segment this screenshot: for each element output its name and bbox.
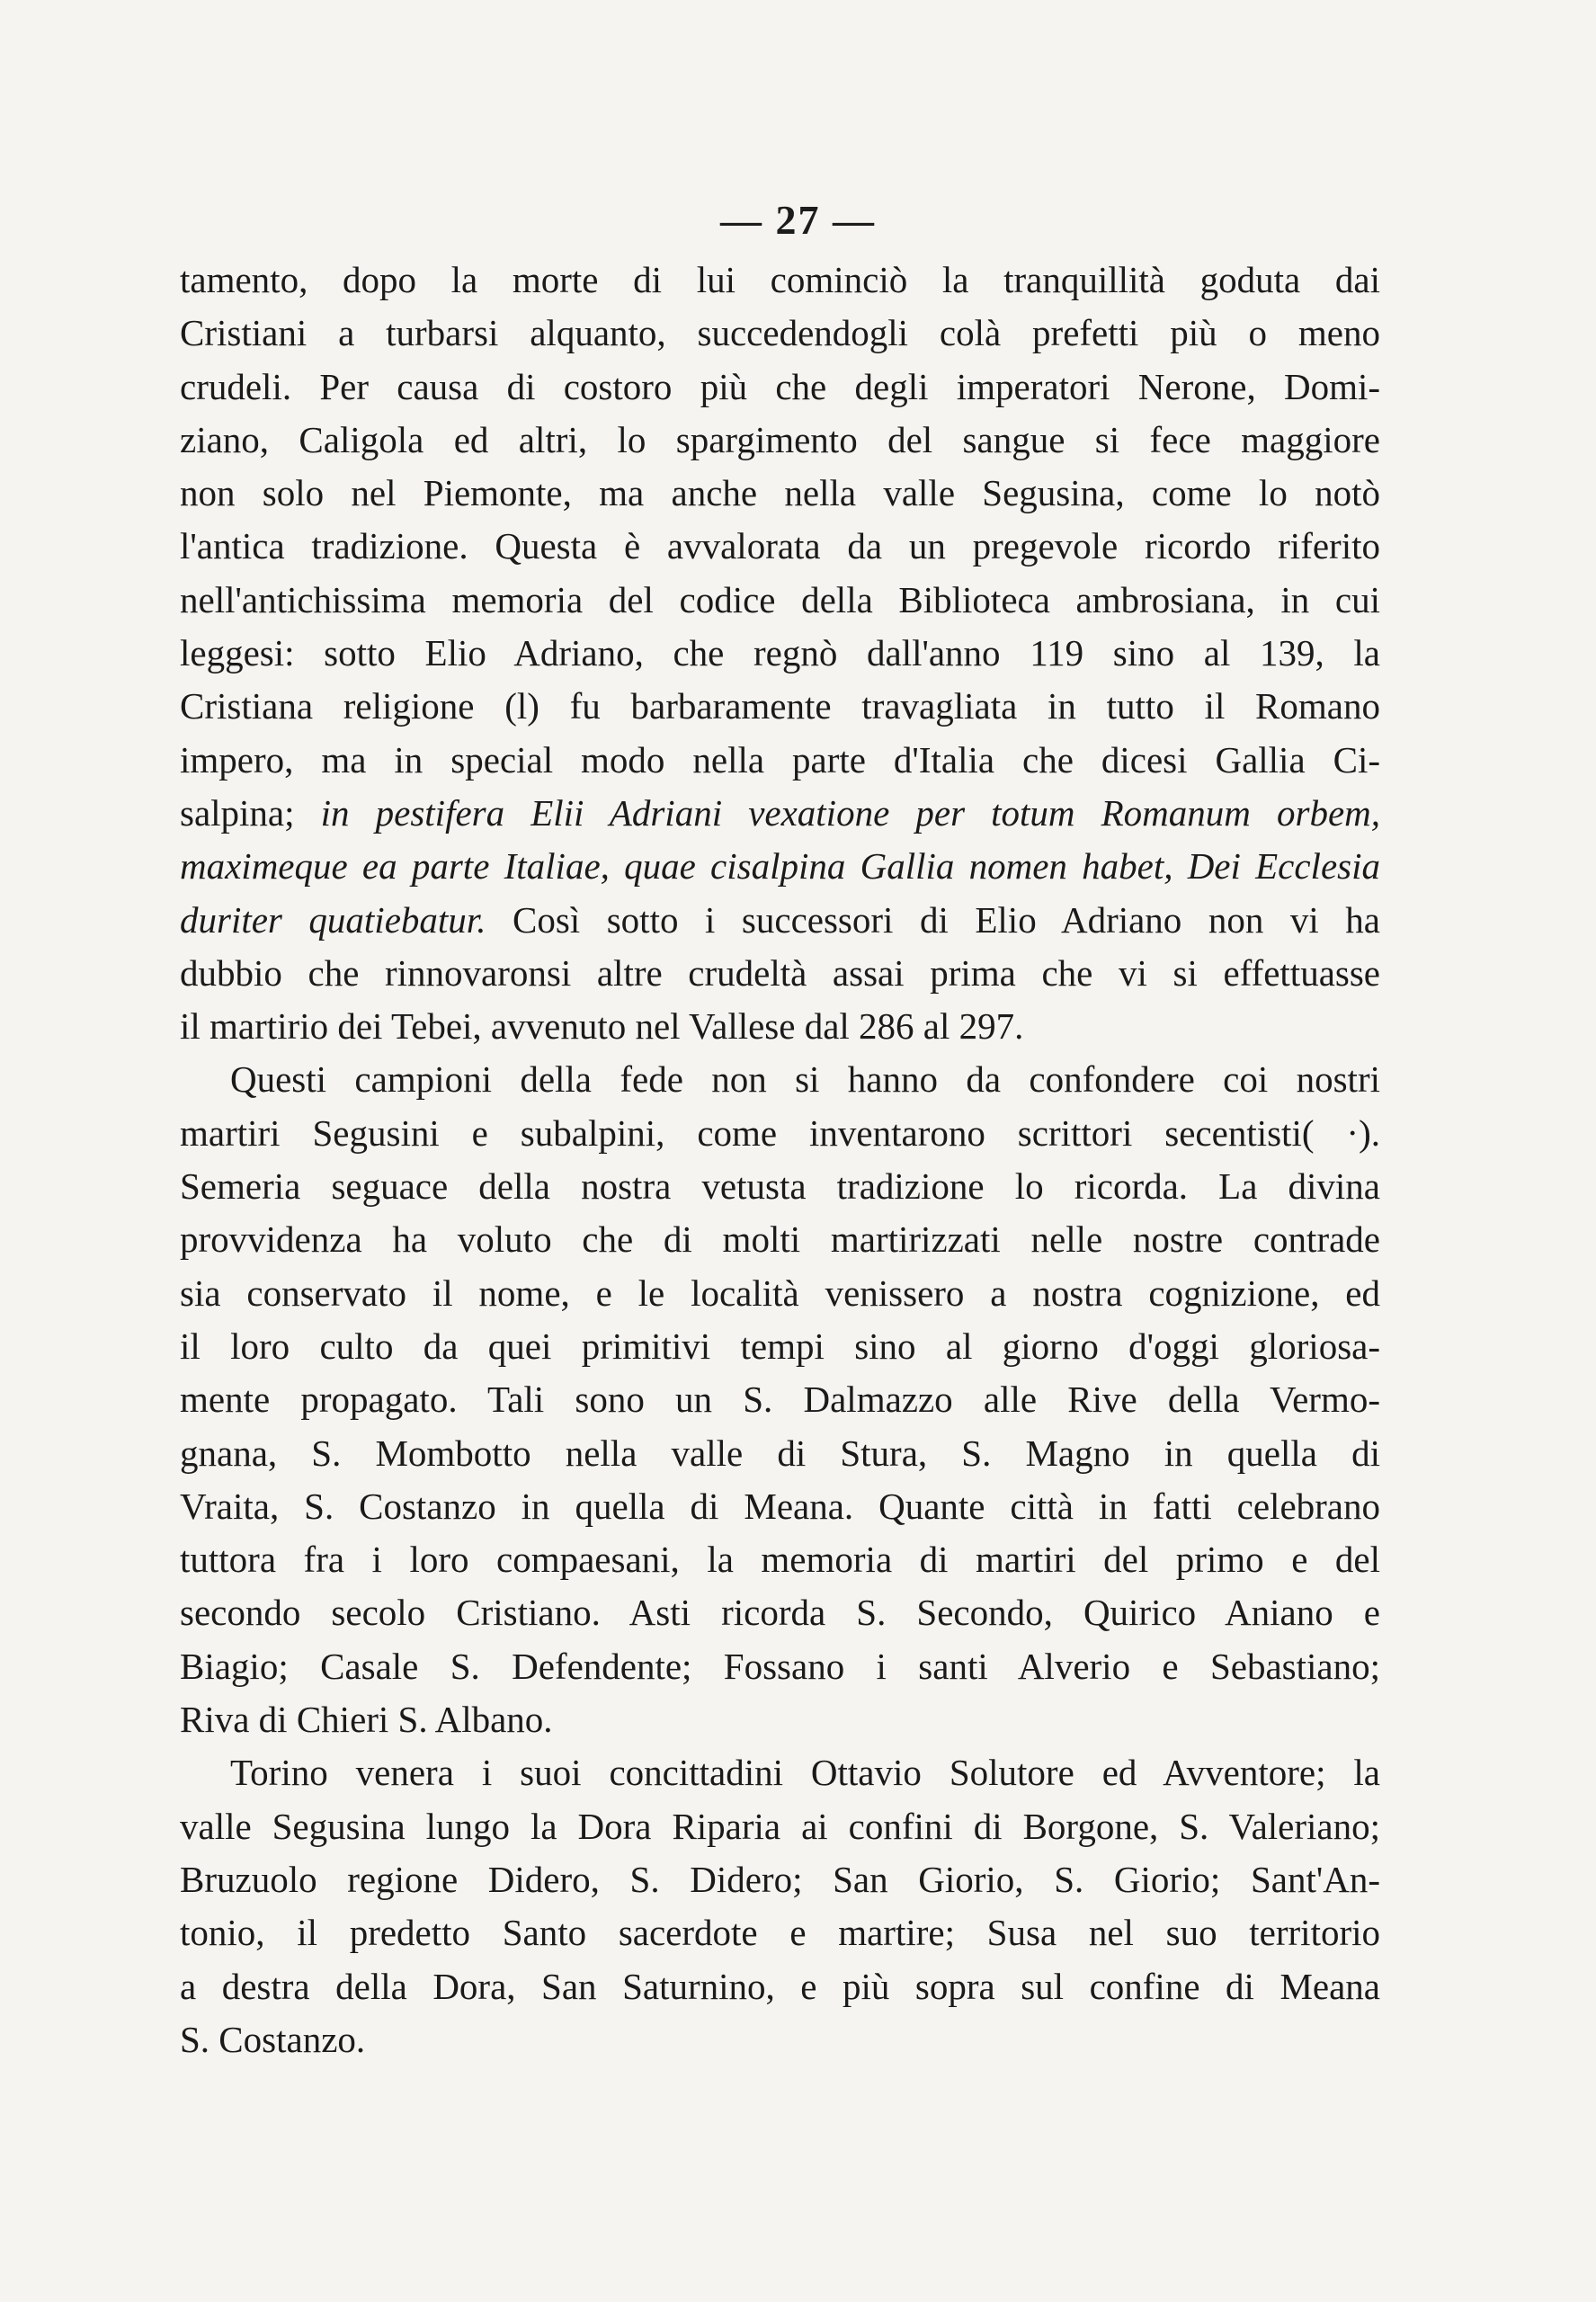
text-span: nell'antichissima memoria del codice della Biblioteca ambrosiana, in cui: [180, 578, 1380, 620]
text-span: S. Costanzo.: [180, 2018, 366, 2060]
text-line: [180, 947, 1380, 1000]
text-span: ziano, Caligola ed altri, lo spargimento del sangue si fece maggiore: [180, 418, 1380, 460]
text-line: [180, 1480, 1380, 1533]
text-span: sia conservato il nome, e le località venissero a nostra cognizione, ed: [180, 1271, 1380, 1314]
body-text: [180, 254, 1380, 2066]
page-number: — 27 —: [720, 197, 876, 243]
text-line: [180, 1960, 1380, 2013]
text-span: valle Segusina lungo la Dora Riparia ai confini di Borgone, S. Valeriano;: [180, 1805, 1380, 1847]
text-span: salpina;: [180, 791, 321, 834]
text-line: [180, 1320, 1380, 1373]
text-span: il martirio dei Tebei, avvenuto nel Vallese dal 286 al 297.: [180, 1005, 1024, 1048]
text-span: dubbio che rinnovaronsi altre crudeltà assai prima che vi si effettuasse: [180, 951, 1380, 994]
text-line: [180, 1640, 1380, 1693]
text-span: Bruzuolo regione Didero, S. Didero; San Giorio, S. Giorio; Sant'An-: [180, 1858, 1380, 1900]
text-span: Riva di Chieri S. Albano.: [180, 1699, 553, 1741]
text-span: crudeli. Per causa di costoro più che degli imperatori Nerone, Domi-: [180, 365, 1380, 407]
text-line: [180, 1053, 1380, 1106]
text-span: tonio, il predetto Santo sacerdote e martire; Susa nel suo territorio: [180, 1912, 1380, 1954]
text-span: Così sotto i successori di Elio Adriano non vi ha: [486, 898, 1380, 941]
text-span: Questi campioni della fede non si hanno da confondere coi nostri: [230, 1058, 1380, 1101]
text-line: [180, 787, 1380, 840]
text-span: Torino venera i suoi concittadini Ottavio Solutore ed Avventore; la: [230, 1752, 1380, 1794]
text-span: impero, ma in special modo nella parte d'Italia che dicesi Gallia Ci-: [180, 738, 1380, 781]
text-span: leggesi: sotto Elio Adriano, che regnò dall'anno 119 sino al 139, la: [180, 632, 1380, 674]
text-span: gnana, S. Mombotto nella valle di Stura, S. Magno in quella di: [180, 1432, 1380, 1474]
text-line: [180, 2013, 1380, 2066]
text-span: non solo nel Piemonte, ma anche nella valle Segusina, come lo notò: [180, 472, 1380, 514]
text-line: [180, 680, 1380, 733]
text-span: martiri Segusini e subalpini, come inventarono scrittori secentisti( ·).: [180, 1111, 1380, 1154]
text-line: [180, 1853, 1380, 1906]
text-line: [180, 1000, 1380, 1053]
italic-quote: maximeque ea parte Italiae, quae cisalpina Gallia nomen habet, Dei Ecclesia: [180, 845, 1380, 888]
text-line: [180, 1586, 1380, 1639]
text-line: [180, 1693, 1380, 1746]
text-line: [180, 414, 1380, 467]
text-line: [180, 840, 1380, 893]
text-span: l'antica tradizione. Questa è avvalorata da un pregevole ricordo riferito: [180, 525, 1380, 567]
text-span: provvidenza ha voluto che di molti martirizzati nelle nostre contrade: [180, 1218, 1380, 1261]
text-span: tamento, dopo la morte di lui cominciò la tranquillità goduta dai: [180, 259, 1380, 300]
text-line: [180, 734, 1380, 787]
text-line: [180, 1800, 1380, 1853]
text-span: Cristiana religione (l) fu barbaramente travagliata in tutto il Romano: [180, 685, 1380, 727]
text-line: [180, 254, 1380, 307]
text-span: il loro culto da quei primitivi tempi sino al giorno d'oggi gloriosa-: [180, 1325, 1380, 1367]
text-line: [180, 574, 1380, 627]
text-span: Cristiani a turbarsi alquanto, succedendogli colà prefetti più o meno: [180, 312, 1380, 354]
text-line: [180, 1107, 1380, 1160]
text-line: [180, 361, 1380, 414]
text-span: a destra della Dora, San Saturnino, e più sopra sul confine di Meana: [180, 1965, 1380, 2007]
italic-quote: duriter quatiebatur.: [180, 898, 486, 941]
text-line: [180, 467, 1380, 520]
text-line: [180, 1427, 1380, 1480]
text-line: [180, 1373, 1380, 1426]
text-line: [180, 1213, 1380, 1266]
text-span: mente propagato. Tali sono un S. Dalmazzo alle Rive della Vermo-: [180, 1379, 1380, 1421]
text-line: [180, 1533, 1380, 1586]
text-line: [180, 894, 1380, 947]
text-line: [180, 627, 1380, 680]
text-span: Semeria seguace della nostra vetusta tradizione lo ricorda. La divina: [180, 1165, 1380, 1208]
text-line: [180, 1906, 1380, 1959]
text-span: Biagio; Casale S. Defendente; Fossano i santi Alverio e Sebastiano;: [180, 1645, 1380, 1687]
text-span: secondo secolo Cristiano. Asti ricorda S. Secondo, Quirico Aniano e: [180, 1592, 1380, 1634]
text-line: [180, 520, 1380, 573]
text-line: [180, 307, 1380, 360]
text-line: [180, 1267, 1380, 1320]
text-line: [180, 1746, 1380, 1799]
italic-quote: in pestifera Elii Adriani vexatione per totum Romanum orbem,: [320, 791, 1380, 834]
text-span: tuttora fra i loro compaesani, la memoria di martiri del primo e del: [180, 1539, 1380, 1581]
text-span: Vraita, S. Costanzo in quella di Meana. Quante città in fatti celebrano: [180, 1485, 1380, 1527]
text-line: [180, 1160, 1380, 1213]
